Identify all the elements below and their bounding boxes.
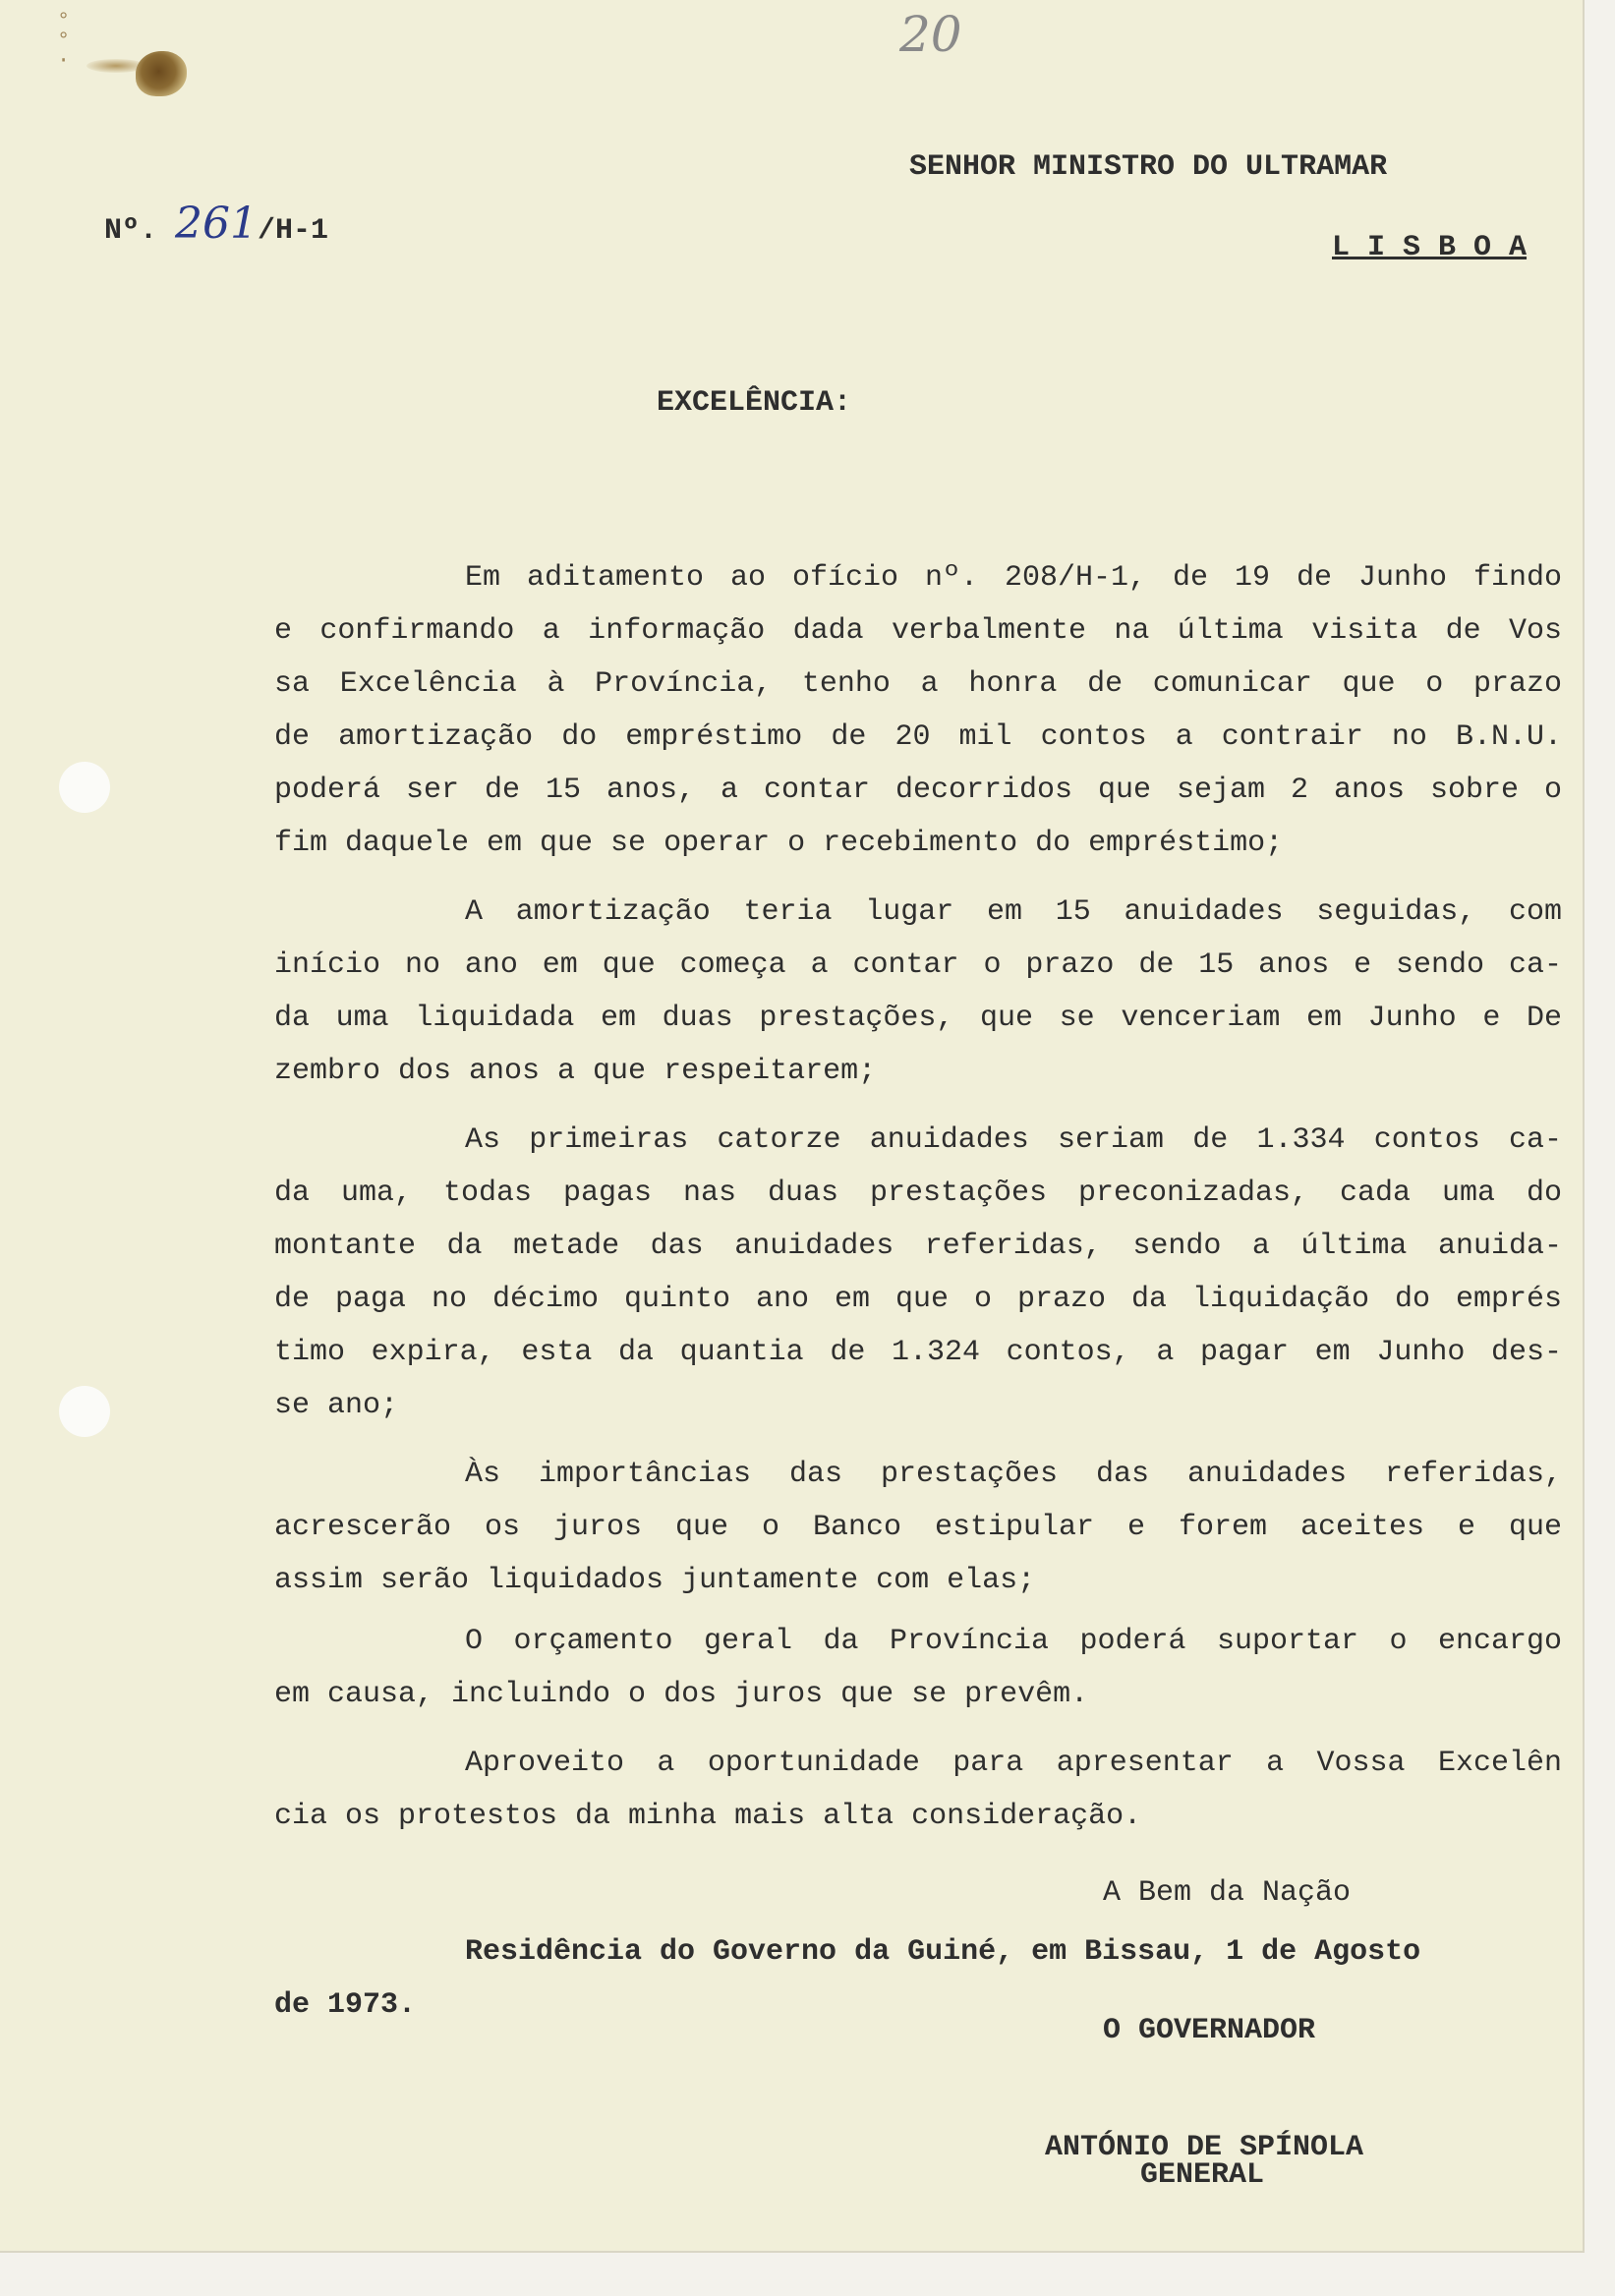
body-line: As primeiras catorze anuidades seriam de 1.334 contos ca- <box>465 1123 1562 1157</box>
body-line: em causa, incluindo o dos juros que se prevêm. <box>274 1678 1089 1711</box>
rust-stain <box>136 51 187 96</box>
body-line: se ano; <box>274 1389 399 1422</box>
body-line: O orçamento geral da Província poderá suportar o encargo <box>465 1625 1562 1658</box>
pin-marks: ° ° · <box>57 9 71 73</box>
body-line: início no ano em que começa a contar o prazo de 15 anos e sendo ca- <box>274 948 1562 982</box>
place-date-year: de 1973. <box>274 1988 417 2022</box>
punch-hole-bottom <box>59 1386 110 1437</box>
body-line: timo expira, esta da quantia de 1.324 contos, a pagar em Junho des- <box>274 1336 1562 1369</box>
body-line: Às importâncias das prestações das anuidades referidas, <box>465 1458 1562 1491</box>
body-line: da uma, todas pagas nas duas prestações preconizadas, cada uma do <box>274 1177 1562 1210</box>
signatory-title: O GOVERNADOR <box>1103 2014 1316 2047</box>
body-line: A amortização teria lugar em 15 anuidades seguidas, com <box>465 895 1562 929</box>
addressee-city: L I S B O A <box>1332 231 1528 264</box>
signatory-name: ANTÓNIO DE SPÍNOLA <box>1045 2131 1364 2164</box>
body-line: Em aditamento ao ofício nº. 208/H-1, de 19 de Junho findo <box>465 561 1562 595</box>
place-date-line: Residência do Governo da Guiné, em Bissau, 1 de Agosto <box>465 1935 1421 1969</box>
body-line: montante da metade das anuidades referidas, sendo a última anuida- <box>274 1230 1562 1263</box>
body-line: cia os protestos da minha mais alta consideração. <box>274 1800 1142 1833</box>
body-line: de paga no décimo quinto ano em que o prazo da liquidação do emprés <box>274 1283 1562 1316</box>
punch-hole-top <box>59 762 110 813</box>
salutation: EXCELÊNCIA: <box>657 386 852 420</box>
body-line: assim serão liquidados juntamente com elas; <box>274 1564 1036 1597</box>
body-line: da uma liquidada em duas prestações, que se venceriam em Junho e De <box>274 1002 1562 1035</box>
body-line: zembro dos anos a que respeitarem; <box>274 1055 877 1088</box>
body-line: fim daquele em que se operar o recebimento do empréstimo; <box>274 827 1284 860</box>
reference-prefix: Nº. <box>104 214 158 248</box>
reference-number-handwritten: 261 <box>175 199 259 249</box>
body-line: Aproveito a oportunidade para apresentar a Vossa Excelên <box>465 1747 1562 1780</box>
body-line: poderá ser de 15 anos, a contar decorridos que sejam 2 anos sobre o <box>274 774 1562 807</box>
body-line: de amortização do empréstimo de 20 mil contos a contrair no B.N.U. <box>274 720 1562 754</box>
closing-formula: A Bem da Nação <box>1103 1876 1352 1910</box>
handwritten-page-number: 20 <box>899 6 962 63</box>
signatory-rank: GENERAL <box>1140 2158 1265 2192</box>
addressee-line-1: SENHOR MINISTRO DO ULTRAMAR <box>909 150 1388 184</box>
body-line: e confirmando a informação dada verbalmente na última visita de Vos <box>274 614 1562 648</box>
document-reference <box>104 199 329 249</box>
body-line: sa Excelência à Província, tenho a honra de comunicar que o prazo <box>274 667 1562 701</box>
body-line: acrescerão os juros que o Banco estipular e forem aceites e que <box>274 1511 1562 1544</box>
reference-suffix: /H-1 <box>258 214 329 248</box>
